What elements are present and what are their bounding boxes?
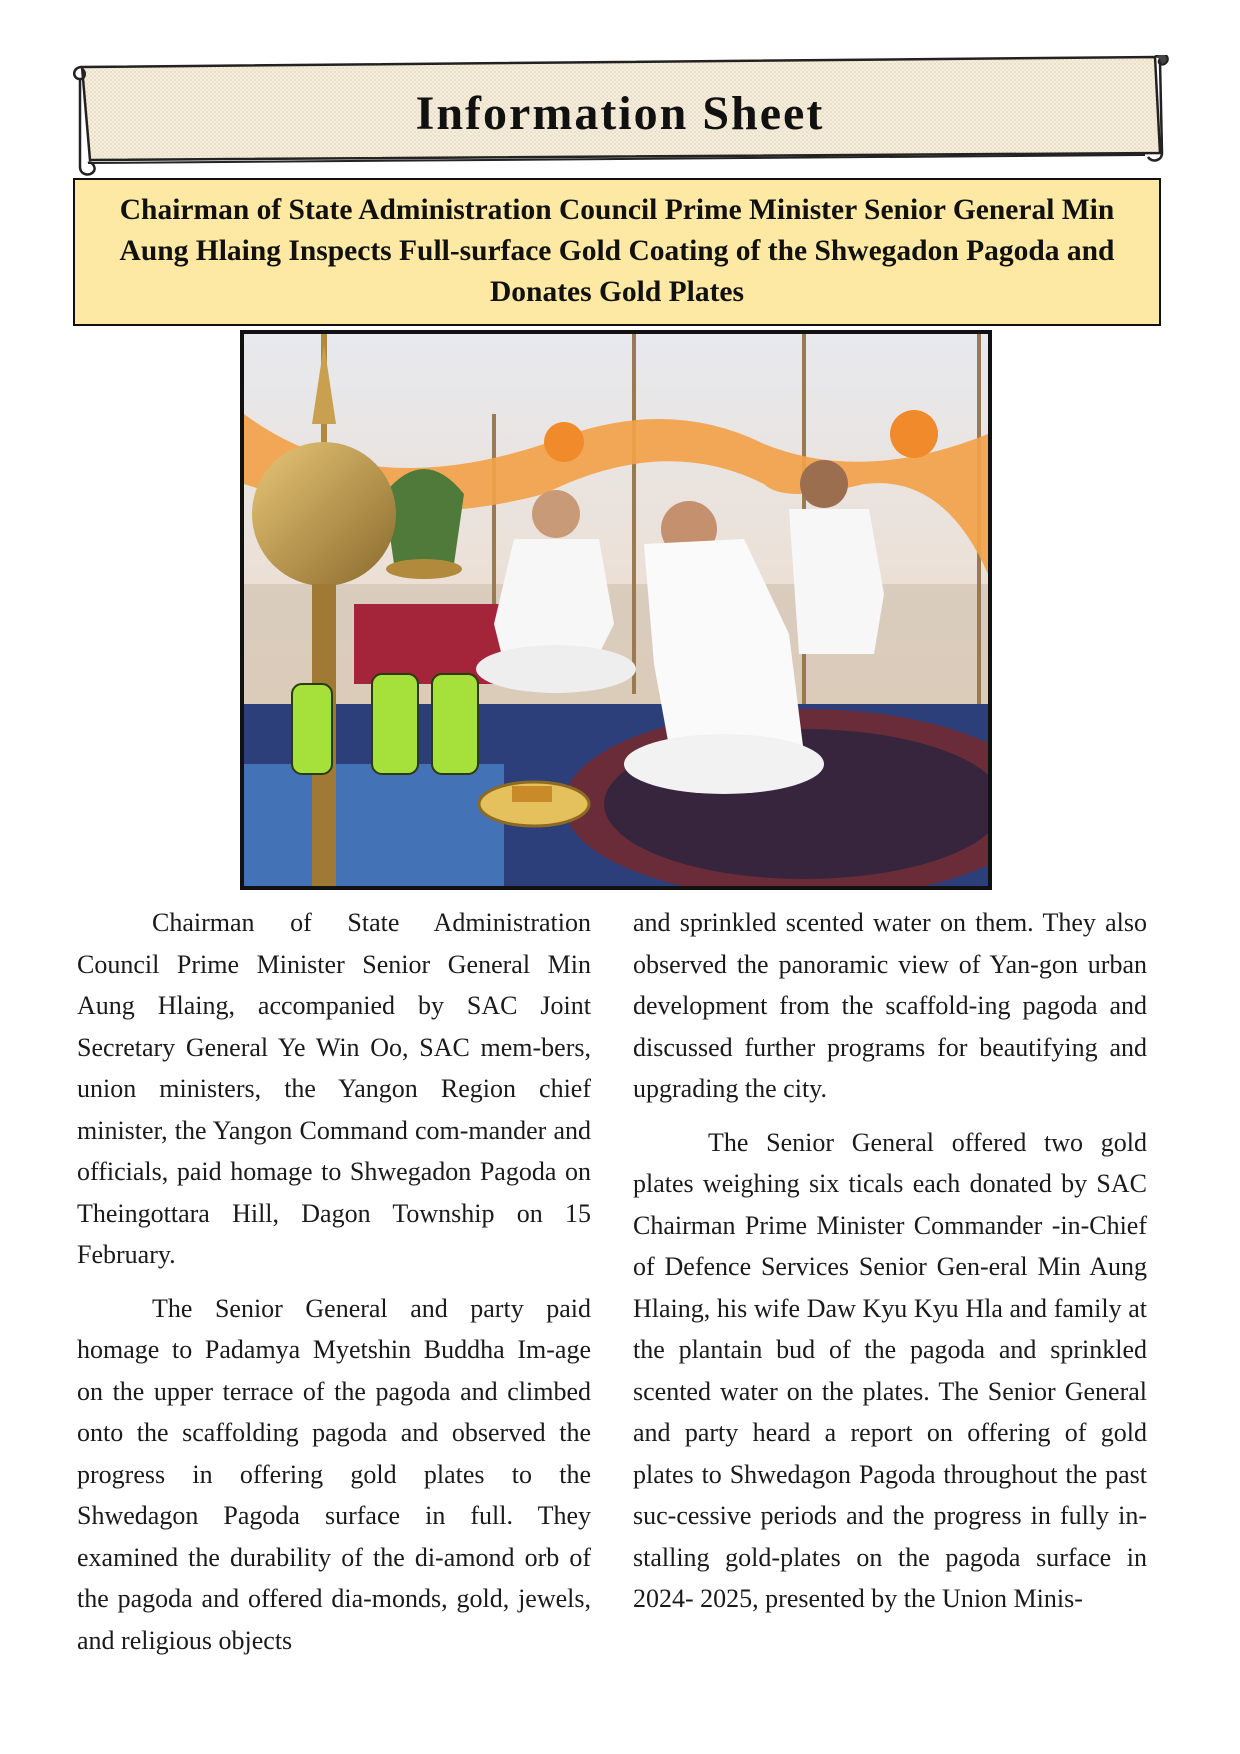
scroll-banner — [70, 55, 1170, 180]
article-paragraph: and sprinkled scented water on them. They also observed the panoramic view of Yan-gon urban development from the scaffold-ing pagoda and discussed further programs for beautifying and upgrading the city. — [633, 908, 1147, 1103]
article-paragraph: The Senior General offered two gold plates weighing six ticals each donated by SAC Chairman Prime Minister Commander -in-Chief of Defence Services Senior Gen-eral Min Aung Hlaing, his wife Daw Kyu Kyu Hla and family at the plantain bud of the pagoda and sprinkled scented water on the plates. The Senior General and party heard a report on offering of gold plates to Shwedagon Pagoda throughout the past suc-cessive periods and the progress in fully in-stalling gold-plates on the pagoda surface in 2024- 2025, presented by the Union Minis- — [633, 1127, 1147, 1613]
headline-box — [73, 178, 1161, 326]
headline-line: Chairman of State Administration Council Prime Minister Senior General Min — [119, 194, 1115, 226]
page-title: Information Sheet — [415, 87, 825, 140]
article-paragraph: Chairman of State Administration Council Prime Minister Senior General Min Aung Hlaing, accompanied by SAC Joint Secretary General Ye Win Oo, SAC mem-bers, union ministers, the Yangon Region chief minister, the Yangon Command com-mander and officials, paid homage to Shwegadon Pagoda on Theingottara Hill, Dagon Township on 15 February. — [77, 908, 591, 1269]
article-column-right — [633, 902, 1147, 1632]
news-photo — [240, 330, 992, 890]
headline-line: Donates Gold Plates — [489, 276, 745, 308]
headline-line: Aung Hlaing Inspects Full-surface Gold Coating of the Shwegadon Pagoda and — [119, 235, 1115, 267]
article-paragraph: The Senior General and party paid homage to Padamya Myetshin Buddha Im-age on the upper terrace of the pagoda and climbed onto the scaffolding pagoda and observed the progress in offering gold plates to the Shwedagon Pagoda surface in full. They examined the durability of the di-amond orb of the pagoda and offered dia-monds, gold, jewels, and religious objects — [77, 1293, 591, 1655]
ceremony-photo-illustration — [244, 334, 988, 886]
article-column-left — [77, 902, 591, 1673]
